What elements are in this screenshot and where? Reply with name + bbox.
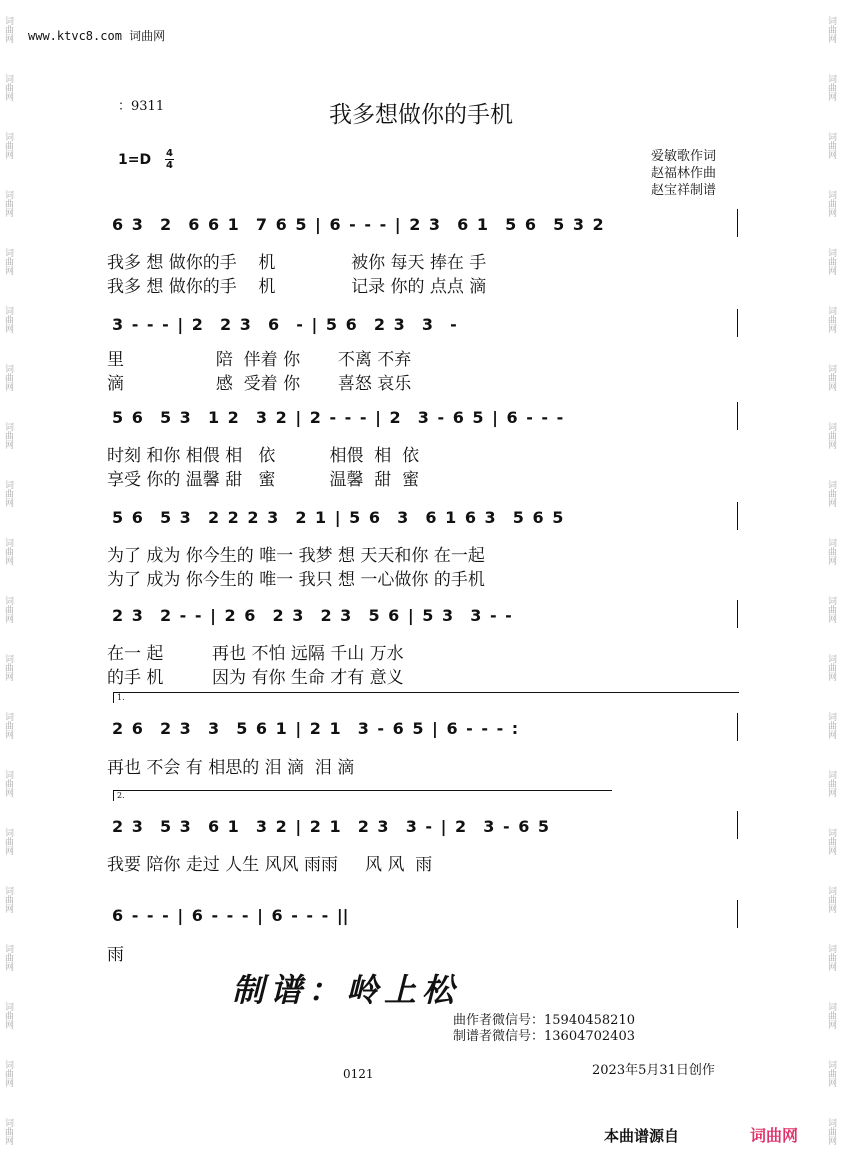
arranger-wechat: 制谱者微信号：13604702403 (453, 1029, 635, 1044)
lyric-line: 里 陪 伴着 你 不离 不弃 (107, 350, 412, 370)
notation-row: 5 6 5 3 2 2 2 3 2 1 | 5 6 3 6 1 6 3 5 6 5 (112, 508, 564, 527)
end-barline (737, 600, 738, 628)
watermark-text: 词曲网 (3, 1001, 13, 1029)
watermark-text: 词曲网 (3, 769, 13, 797)
watermark-text: 词曲网 (3, 247, 13, 275)
lyricist: 爱敏歌作词 (651, 149, 717, 164)
lyric-line: 为了 成为 你今生的 唯一 我只 想 一心做你 的手机 (107, 570, 485, 590)
watermark-text: 词曲网 (826, 247, 836, 275)
left-watermark (3, 0, 17, 1171)
watermark-text: 词曲网 (826, 769, 836, 797)
watermark-text: 词曲网 (3, 653, 13, 681)
source-label: 本曲谱源自 (604, 1127, 680, 1145)
lyric-line: 的手 机 因为 有你 生命 才有 意义 (107, 668, 404, 688)
watermark-text: 词曲网 (826, 131, 836, 159)
volta-bracket: 2. (113, 790, 612, 801)
credits (651, 148, 716, 199)
lyric-line: 时刻 和你 相偎 相 依 相偎 相 依 (107, 446, 420, 466)
watermark-text: 词曲网 (826, 1001, 836, 1029)
key-signature: 1=D (118, 152, 152, 168)
lyric-line: 雨 (107, 945, 124, 965)
watermark-text: 词曲网 (826, 421, 836, 449)
creation-date: 2023年5月31日创作 (592, 1063, 715, 1078)
lyric-line: 滴 感 受着 你 喜怒 哀乐 (107, 374, 412, 394)
end-barline (737, 811, 738, 839)
end-barline (737, 900, 738, 928)
time-top: 4 (166, 148, 173, 159)
watermark-text: 词曲网 (826, 1117, 836, 1145)
lyric-line: 我多 想 做你的手 机 被你 每天 捧在 手 (107, 253, 487, 273)
watermark-text: 词曲网 (826, 73, 836, 101)
watermark-text: 词曲网 (826, 15, 836, 43)
lyric-line: 我要 陪你 走过 人生 风风 雨雨 风 风 雨 (107, 855, 433, 875)
watermark-text: 词曲网 (826, 189, 836, 217)
lyric-line: 在一 起 再也 不怕 远隔 千山 万水 (107, 644, 404, 664)
watermark-text: 词曲网 (3, 73, 13, 101)
watermark-text: 词曲网 (826, 479, 836, 507)
watermark-text: 词曲网 (3, 827, 13, 855)
watermark-text: 词曲网 (3, 1117, 13, 1145)
lyric-line: 为了 成为 你今生的 唯一 我梦 想 天天和你 在一起 (107, 546, 485, 566)
watermark-text: 词曲网 (826, 943, 836, 971)
notation-row: 2 3 5 3 6 1 3 2 | 2 1 2 3 3 - | 2 3 - 6 5 (112, 817, 550, 836)
watermark-text: 词曲网 (826, 363, 836, 391)
time-bottom: 4 (166, 160, 173, 171)
watermark-text: 词曲网 (826, 595, 836, 623)
notation-row: 5 6 5 3 1 2 3 2 | 2 - - - | 2 3 - 6 5 | 6 - - - (112, 408, 564, 427)
notation-row: 6 3 2 6 6 1 7 6 5 | 6 - - - | 2 3 6 1 5 6 5 3 2 (112, 215, 604, 234)
watermark-text: 词曲网 (3, 421, 13, 449)
watermark-text: 词曲网 (3, 711, 13, 739)
composer: 赵福林作曲 (651, 166, 717, 181)
notation-row: 3 - - - | 2 2 3 6 - | 5 6 2 3 3 - (112, 315, 457, 334)
arranger-signature: 制谱：岭上松 (232, 971, 461, 1009)
composer-wechat: 曲作者微信号：15940458210 (453, 1013, 635, 1028)
watermark-text: 词曲网 (826, 711, 836, 739)
song-code: ：9311 (118, 99, 165, 114)
watermark-text: 词曲网 (3, 595, 13, 623)
watermark-text: 词曲网 (826, 305, 836, 333)
end-barline (737, 713, 738, 741)
watermark-text: 词曲网 (3, 943, 13, 971)
notation-row: 6 - - - | 6 - - - | 6 - - - || (112, 906, 349, 925)
notation-row: 2 6 2 3 3 5 6 1 | 2 1 3 - 6 5 | 6 - - - : (112, 719, 519, 738)
right-watermark (826, 0, 840, 1171)
page-number: 0121 (343, 1067, 374, 1081)
end-barline (737, 309, 738, 337)
arranger: 赵宝祥制谱 (651, 183, 717, 198)
end-barline (737, 209, 738, 237)
volta-bracket: 1. (113, 692, 739, 703)
watermark-text: 词曲网 (826, 1059, 836, 1087)
watermark-text: 词曲网 (3, 189, 13, 217)
source-site-link[interactable]: 词曲网 (750, 1126, 799, 1145)
watermark-text: 词曲网 (3, 363, 13, 391)
notation-row: 2 3 2 - - | 2 6 2 3 2 3 5 6 | 5 3 3 - - (112, 606, 512, 625)
site-url[interactable]: www.ktvc8.com 词曲网 (28, 29, 166, 43)
watermark-text: 词曲网 (3, 305, 13, 333)
lyric-line: 我多 想 做你的手 机 记录 你的 点点 滴 (107, 277, 487, 297)
wechat-info (453, 1013, 635, 1045)
watermark-text: 词曲网 (3, 131, 13, 159)
watermark-text: 词曲网 (826, 827, 836, 855)
watermark-text: 词曲网 (3, 1059, 13, 1087)
page-title: 我多想做你的手机 (329, 102, 513, 128)
watermark-text: 词曲网 (3, 537, 13, 565)
lyric-line: 再也 不会 有 相思的 泪 滴 泪 滴 (107, 758, 355, 778)
end-barline (737, 502, 738, 530)
watermark-text: 词曲网 (826, 885, 836, 913)
watermark-text: 词曲网 (3, 479, 13, 507)
time-signature (165, 148, 174, 171)
watermark-text: 词曲网 (826, 537, 836, 565)
watermark-text: 词曲网 (3, 15, 13, 43)
watermark-text: 词曲网 (826, 653, 836, 681)
watermark-text: 词曲网 (3, 885, 13, 913)
end-barline (737, 402, 738, 430)
lyric-line: 享受 你的 温馨 甜 蜜 温馨 甜 蜜 (107, 470, 420, 490)
